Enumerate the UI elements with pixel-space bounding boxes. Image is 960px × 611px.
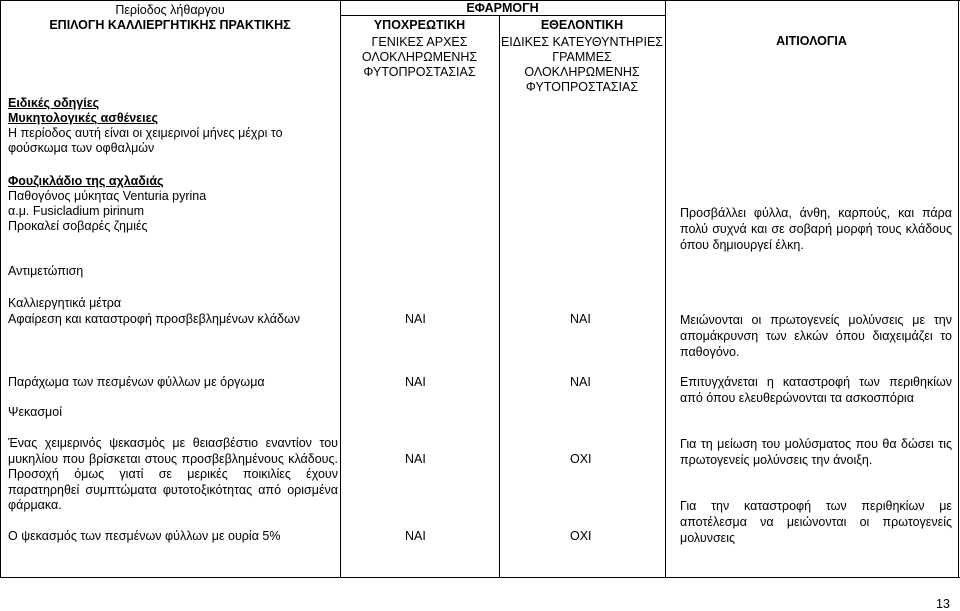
disease-name: Φουζικλάδιο της αχλαδιάς (8, 174, 164, 188)
page-number: 13 (936, 597, 950, 611)
voluntary-value: ΝΑΙ (570, 312, 591, 326)
table-left-border (0, 0, 1, 578)
period-text: Η περίοδος αυτή είναι οι χειμερινοί μήνες μέχρι το (8, 126, 283, 140)
column-divider-3 (665, 0, 666, 578)
spray-1-justification: Για τη μείωση του μολύσματος που θα δώσει τις πρωτογενείς μολύνσεις την άνοιξη. (680, 437, 952, 467)
mandatory-header: ΥΠΟΧΡΕΩΤΙΚΗ (373, 18, 466, 32)
voluntary-value: ΝΑΙ (570, 375, 591, 389)
mandatory-value: ΝΑΙ (405, 529, 426, 543)
spray-2-justification: Για την καταστροφή των περιθηκίων με αποτέλεσμα να μειώνονται οι πρωτογενείς μολυνσεις (680, 499, 952, 545)
row-2-justification: Επιτυγχάνεται η καταστροφή των περιθηκίων από όπου ελευθερώνονται τα ασκοσπόρια (680, 375, 952, 405)
practice-choice-title: ΕΠΙΛΟΓΗ ΚΑΛΛΙΕΡΓΗΤΙΚΗΣ ΠΡΑΚΤΙΚΗΣ (49, 18, 291, 32)
disease-justification: Προσβάλλει φύλλα, άνθη, καρπούς, και πάρα πολύ συχνά και σε σοβαρή μορφή τους κλάδους όπου δημιουργεί έλκη. (680, 206, 952, 252)
voluntary-header-line: ΓΡΑΜΜΕΣ (552, 50, 612, 64)
mandatory-header-line: ΓΕΝΙΚΕΣ ΑΡΧΕΣ (371, 35, 468, 49)
voluntary-header-line: ΟΛΟΚΛΗΡΩΜΕΝΗΣ (524, 65, 640, 79)
mandatory-header-line: ΦΥΤΟΠΡΟΣΤΑΣΙΑΣ (363, 65, 476, 79)
row-1-justification: Μειώνονται οι πρωτογενείς μολύνσεις με την απομάκρυνση των ελκών όπου διαχειμάζει το παθογόνο. (680, 313, 952, 359)
practice-row-2: Παράχωμα των πεσμένων φύλλων με όργωμα (8, 375, 265, 389)
practice-row-1: Αφαίρεση και καταστροφή προσβεβλημένων κλάδων (8, 312, 300, 326)
period-text: φούσκωμα των οφθαλμών (8, 141, 155, 155)
mandatory-value: ΝΑΙ (405, 375, 426, 389)
pathogen-text: Παθογόνος μύκητας Venturia pyrina (8, 189, 207, 203)
spray-row-1: Ένας χειμερινός ψεκασμός με θειασβέστιο εναντίον του μυκηλίου που βρίσκεται στους προσβεβλημένους κλάδους. Προσοχή όμως γιατί σε μερικές ποικιλίες έχουν παρατηρηθεί συμπτώματα φυτοτοξικότητας από ορισμένα φάρμακα. (8, 436, 338, 512)
mandatory-value: ΝΑΙ (405, 452, 426, 466)
pathogen-text: α.μ. Fusicladium pirinum (8, 204, 144, 218)
voluntary-header-line: ΕΙΔΙΚΕΣ ΚΑΤΕΥΘΥΝΤΗΡΙΕΣ (500, 35, 664, 49)
special-guidelines: Ειδικές οδηγίες (8, 96, 100, 110)
spray-row-2: Ο ψεκασμός των πεσμένων φύλλων με ουρία 5% (8, 529, 281, 543)
column-divider-2 (499, 15, 500, 578)
mandatory-header-line: ΟΛΟΚΛΗΡΩΜΕΝΗΣ (361, 50, 478, 64)
application-title: ΕΦΑΡΜΟΓΗ (466, 1, 539, 15)
voluntary-header-line: ΦΥΤΟΠΡΟΣΤΑΣΙΑΣ (525, 80, 639, 94)
damage-text: Προκαλεί σοβαρές ζημιές (8, 219, 148, 233)
sprays-label: Ψεκασμοί (8, 405, 62, 419)
justification-header: ΑΙΤΙΟΛΟΓΙΑ (776, 34, 847, 48)
treatment-label: Αντιμετώπιση (8, 264, 84, 278)
voluntary-value: ΟΧΙ (570, 529, 592, 543)
column-divider-1 (340, 0, 341, 578)
table-right-border (958, 0, 959, 578)
table-bottom-border (0, 577, 960, 578)
period-title: Περίοδος λήθαργου (115, 3, 225, 17)
mandatory-value: ΝΑΙ (405, 312, 426, 326)
cultural-measures-label: Καλλιεργητικά μέτρα (8, 296, 122, 310)
voluntary-value: ΟΧΙ (570, 452, 592, 466)
fungal-diseases: Μυκητολογικές ασθένειες (8, 111, 159, 125)
voluntary-header: ΕΘΕΛΟΝΤΙΚΗ (540, 18, 624, 32)
